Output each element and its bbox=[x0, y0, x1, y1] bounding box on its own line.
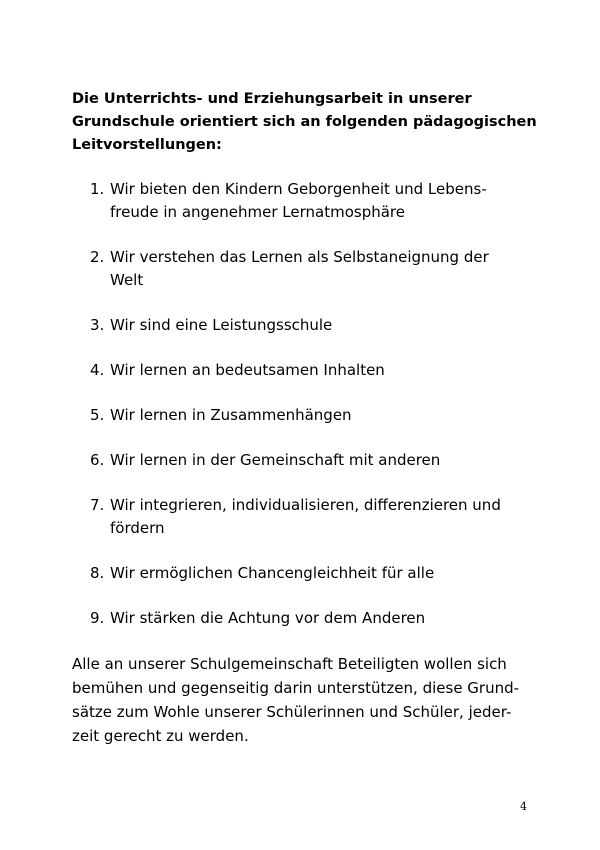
list-item bbox=[90, 562, 510, 585]
list-item-line: Wir ermöglichen Chancengleichheit für alle bbox=[110, 564, 435, 582]
list-item-text bbox=[110, 607, 510, 630]
closing-line: zeit gerecht zu werden. bbox=[72, 727, 249, 745]
list-item-line: freude in angenehmer Lernatmosphäre bbox=[110, 203, 405, 221]
list-item-number: 2. bbox=[90, 248, 105, 266]
list-item-number: 4. bbox=[90, 361, 105, 379]
list-item-text bbox=[110, 449, 510, 472]
list-item-line: Wir bieten den Kindern Geborgenheit und Lebens- bbox=[110, 180, 487, 198]
list-item-line: Welt bbox=[110, 271, 144, 289]
list-item bbox=[90, 359, 510, 382]
list-item-text bbox=[110, 246, 510, 292]
page-number: 4 bbox=[520, 800, 527, 813]
list-item-number: 6. bbox=[90, 451, 105, 469]
list-item-number: 3. bbox=[90, 316, 105, 334]
list-item-number: 5. bbox=[90, 406, 105, 424]
list-item-text bbox=[110, 562, 510, 585]
list-item-text bbox=[110, 314, 510, 337]
list-item bbox=[90, 246, 510, 292]
list-item-line: Wir verstehen das Lernen als Selbstaneignung der bbox=[110, 248, 489, 266]
list-item-line: Wir sind eine Leistungsschule bbox=[110, 316, 333, 334]
list-item-number: 1. bbox=[90, 180, 105, 198]
list-item-text bbox=[110, 359, 510, 382]
closing-paragraph bbox=[72, 652, 532, 748]
intro-line: Leitvorstellungen: bbox=[72, 137, 222, 153]
list-item-line: Wir integrieren, individualisieren, differenzieren und bbox=[110, 496, 501, 514]
list-item bbox=[90, 494, 510, 540]
list-item-text bbox=[110, 404, 510, 427]
closing-line: sätze zum Wohle unserer Schülerinnen und Schüler, jeder- bbox=[72, 703, 512, 721]
closing-line: bemühen und gegenseitig darin unterstützen, diese Grund- bbox=[72, 679, 520, 697]
list-item-line: Wir lernen an bedeutsamen Inhalten bbox=[110, 361, 385, 379]
list-item-line: fördern bbox=[110, 519, 165, 537]
list-item-text bbox=[110, 178, 510, 224]
intro-paragraph bbox=[72, 88, 537, 157]
list-item-number: 9. bbox=[90, 609, 105, 627]
list-item-number: 8. bbox=[90, 564, 105, 582]
list-item bbox=[90, 607, 510, 630]
list-item-line: Wir lernen in der Gemeinschaft mit anderen bbox=[110, 451, 441, 469]
list-item-text bbox=[110, 494, 510, 540]
list-item-number: 7. bbox=[90, 496, 105, 514]
list-item bbox=[90, 314, 510, 337]
closing-line: Alle an unserer Schulgemeinschaft Beteiligten wollen sich bbox=[72, 655, 507, 673]
list-item-line: Wir lernen in Zusammenhängen bbox=[110, 406, 352, 424]
list-item bbox=[90, 178, 510, 224]
list-item bbox=[90, 449, 510, 472]
list-item bbox=[90, 404, 510, 427]
list-item-line: Wir stärken die Achtung vor dem Anderen bbox=[110, 609, 426, 627]
intro-line: Grundschule orientiert sich an folgenden pädagogischen bbox=[72, 114, 537, 130]
intro-line: Die Unterrichts- und Erziehungsarbeit in unserer bbox=[72, 91, 472, 107]
